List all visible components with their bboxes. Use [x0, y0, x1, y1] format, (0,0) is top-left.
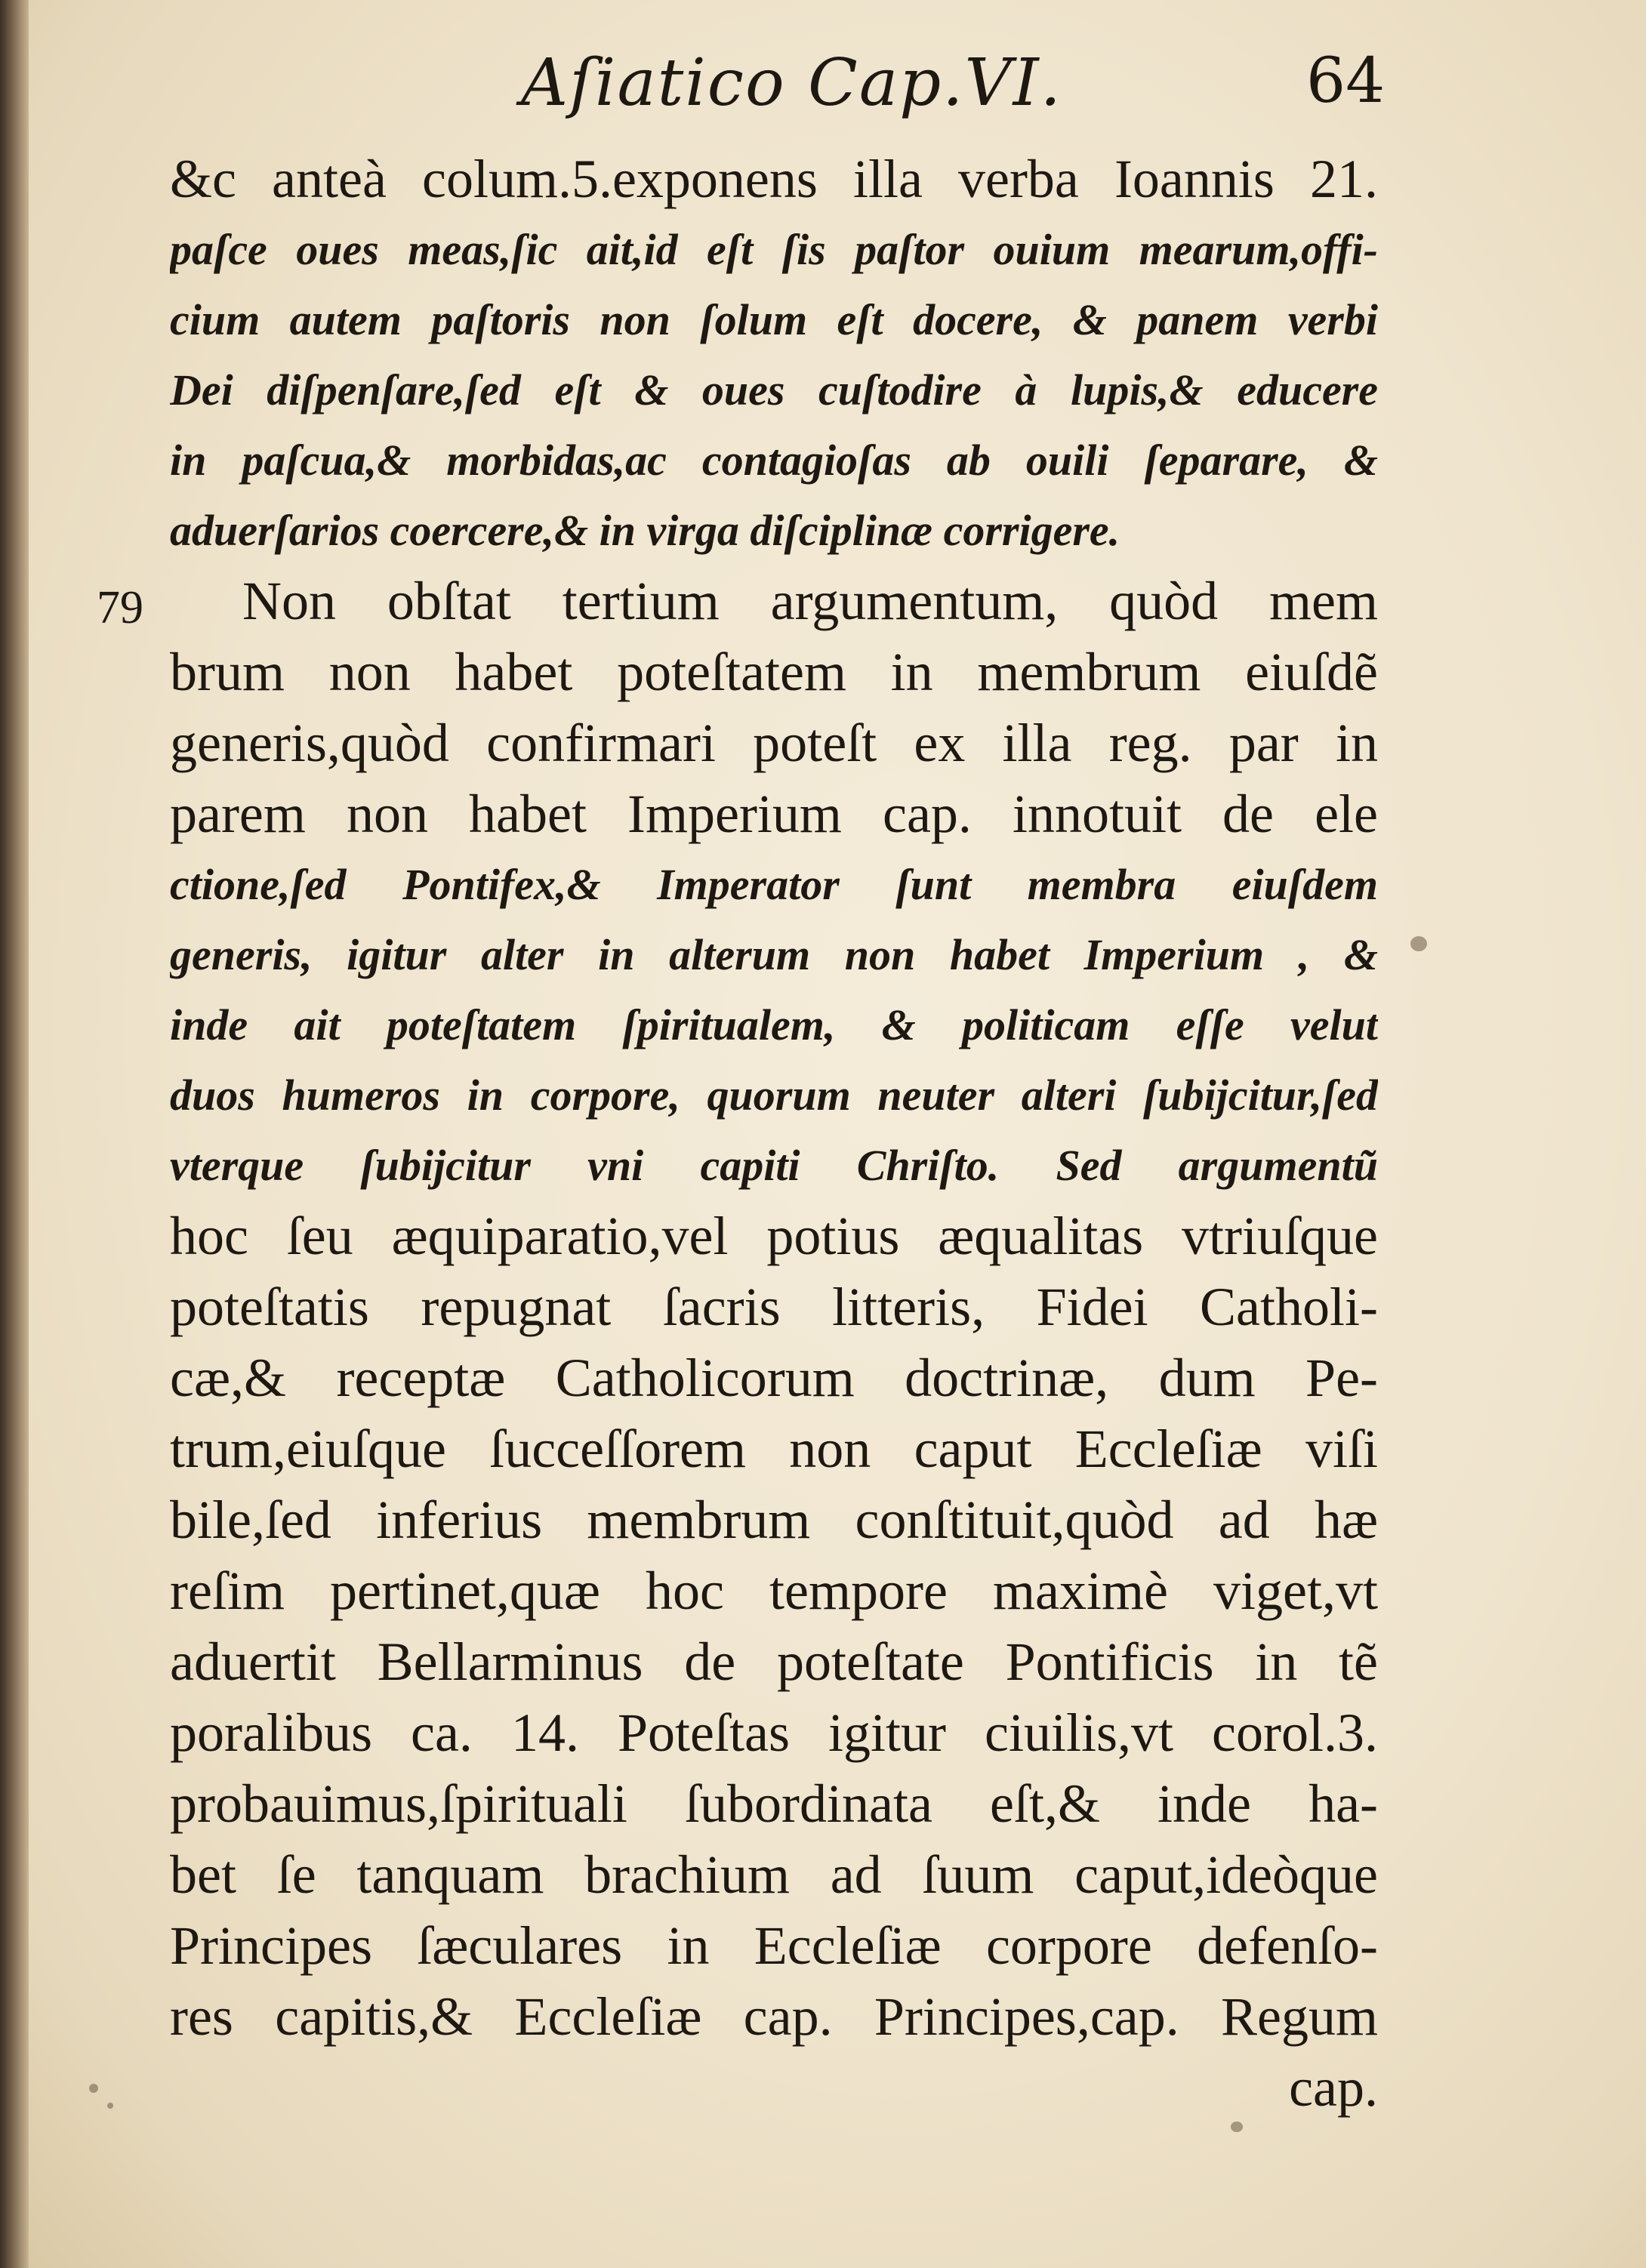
text-line: &c anteà colum.5.exponens illa verba Ioannis 21. — [170, 149, 1378, 209]
page-binding-edge — [0, 0, 29, 2268]
text-line: cium autem paſtoris non ſolum eſt docere, & panem verbi — [170, 295, 1378, 344]
text-line: generis, igitur alter in alterum non habet Imperium , & — [170, 930, 1378, 979]
text-line: res capitis,& Eccleſiæ cap. Principes,cap. Regum — [170, 1986, 1378, 2047]
text-line: vterque ſubijcitur vni capiti Chriſto. Sed argumentũ — [170, 1141, 1378, 1190]
text-line: cæ,& receptæ Catholicorum doctrinæ, dum Pe- — [170, 1348, 1378, 1408]
text-line: trum,eiuſque ſucceſſorem non caput Eccleſiæ viſi — [170, 1419, 1378, 1479]
catchword: cap. — [1289, 2057, 1378, 2118]
text-line: aduerſarios coercere,& in virga diſciplinæ corrigere. — [170, 506, 1120, 555]
text-line: probauimus,ſpirituali ſubordinata eſt,& inde ha- — [170, 1773, 1378, 1834]
text-line: hoc ſeu æquiparatio,vel potius æqualitas vtriuſque — [170, 1206, 1378, 1266]
page-header — [0, 45, 1646, 128]
page-number: 64 — [1306, 45, 1386, 117]
marginal-section-number: 79 — [97, 582, 143, 633]
text-line: Dei diſpenſare,ſed eſt & oues cuſtodire à lupis,& educere — [170, 365, 1378, 414]
text-line: poteſtatis repugnat ſacris litteris, Fidei Catholi- — [170, 1277, 1378, 1337]
text-line: reſim pertinet,quæ hoc tempore maximè viget,vt — [170, 1561, 1378, 1621]
text-line: generis,quòd confirmari poteſt ex illa reg. par in — [170, 713, 1378, 773]
ink-spot — [89, 2084, 98, 2093]
text-line: poralibus ca. 14. Poteſtas igitur ciuilis,vt corol.3. — [170, 1703, 1378, 1763]
text-line: parem non habet Imperium cap. innotuit de ele — [170, 784, 1378, 844]
text-line: Principes ſæculares in Eccleſiæ corpore defenſo- — [170, 1915, 1378, 1976]
body-text — [170, 143, 1378, 2123]
text-line: paſce oues meas,ſic ait,id eſt ſis paſtor ouium mearum,offi- — [170, 225, 1378, 274]
text-line: aduertit Bellarminus de poteſtate Pontificis in tẽ — [170, 1632, 1378, 1692]
text-line: bile,ſed inferius membrum conſtituit,quòd ad hæ — [170, 1490, 1378, 1550]
text-line: Non obſtat tertium argumentum, quòd mem — [242, 571, 1378, 631]
text-line: inde ait poteſtatem ſpiritualem, & politicam eſſe velut — [170, 1000, 1378, 1049]
ink-spot — [1231, 2122, 1243, 2132]
text-line: in paſcua,& morbidas,ac contagioſas ab ouili ſeparare, & — [170, 436, 1378, 485]
text-line: ctione,ſed Pontifex,& Imperator ſunt membra eiuſdem — [170, 860, 1378, 909]
text-line: duos humeros in corpore, quorum neuter alteri ſubijcitur,ſed — [170, 1071, 1378, 1120]
ink-spot — [1410, 936, 1427, 951]
running-title: Aſiatico Cap.VI. — [521, 45, 1062, 121]
ink-spot — [107, 2103, 113, 2109]
text-line: bet ſe tanquam brachium ad ſuum caput,ideòque — [170, 1844, 1378, 1905]
text-line: brum non habet poteſtatem in membrum eiuſdẽ — [170, 642, 1378, 702]
